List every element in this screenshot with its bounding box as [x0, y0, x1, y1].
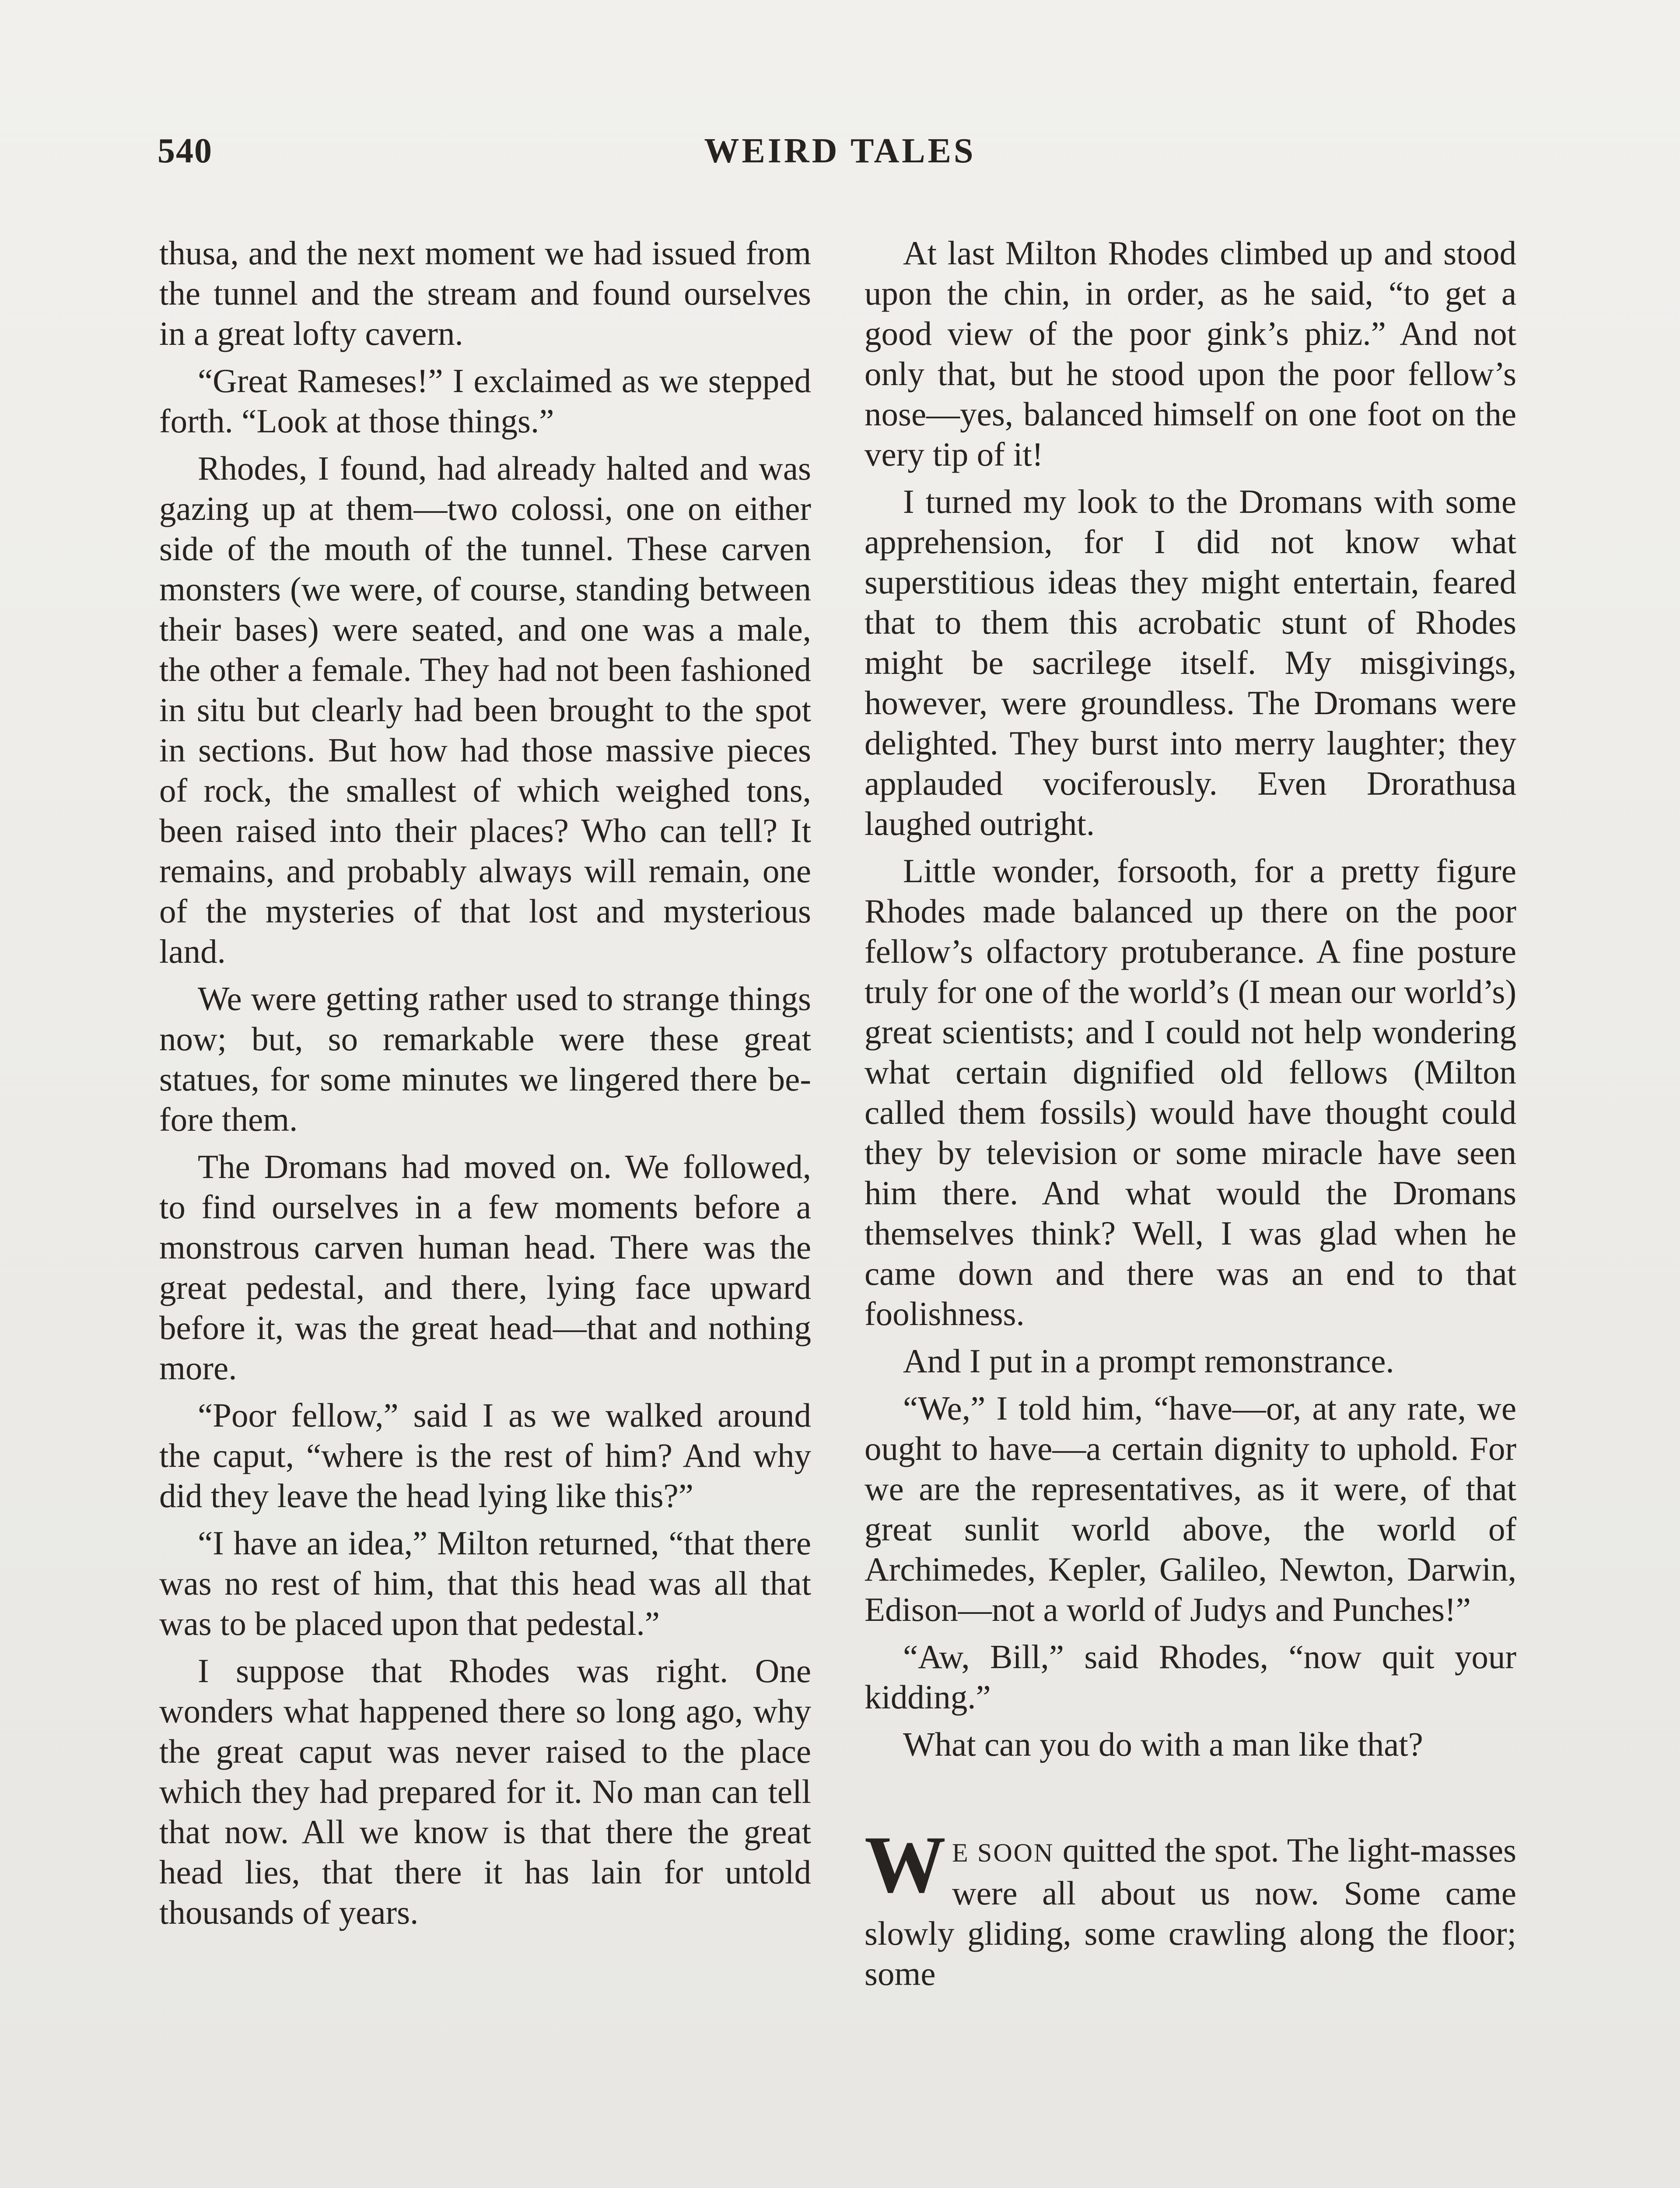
paragraph: “Poor fellow,” said I as we walked around the caput, “where is the rest of him? And why did they leave the head lying like this?” [159, 1396, 811, 1515]
paragraph: At last Milton Rhodes climbed up and stood upon the chin, in order, as he said, “to get a good view of the poor gink’s phiz.” And not only that, but he stood upon the poor fellow’s nose—yes, balanced himself on one foot on the very tip of it! [864, 234, 1516, 473]
paragraph: “Great Rameses!” I exclaimed as we stepped forth. “Look at those things.” [159, 362, 811, 440]
paragraph: What can you do with a man like that? [903, 1725, 1423, 1763]
right-column [864, 233, 1516, 2001]
running-head: WEIRD TALES [704, 132, 976, 170]
paragraph: I turned my look to the Dromans with some apprehension, for I did not know what superstitious ideas they might entertain, feared that to them this acrobatic stunt of Rhodes might be sacrilege itself. My misgivings, however, were groundless. The Dromans were delighted. They burst into merry laughter; they applauded vociferously. Even Drorathusa laughed outright. [864, 483, 1516, 842]
section-break-paragraph [864, 1820, 1516, 1994]
left-column [159, 233, 811, 1939]
paragraph: The Dromans had moved on. We followed, to find ourselves in a few moments before a monstrous carven human head. There was the great pedestal, and there, lying face upward before it, was the great head—that and nothing more. [159, 1148, 811, 1387]
paragraph: Little wonder, forsooth, for a pretty figure Rhodes made balanced up there on the poor fellow’s olfactory protuberance. A fine posture truly for one of the world’s (I mean our world’s) great scientists; and I could not help wondering what certain dignified old fellows (Milton called them fossils) would have thought could they by television or some miracle have seen him there. And what would the Dromans themselves think? Well, I was glad when he came down and there was an end to that foolishness. [864, 852, 1516, 1332]
small-caps-lead: E SOON [952, 1838, 1054, 1867]
paragraph: And I put in a prompt remonstrance. [903, 1342, 1394, 1380]
paragraph: “We,” I told him, “have—or, at any rate, we ought to have—a certain dignity to uphold. For we are the representatives, as it were, of that great sunlit world above, the world of Archimedes, Kepler, Galileo, Newton, Darwin, Edison—not a world of Judys and Punches!” [864, 1389, 1516, 1628]
paragraph: “Aw, Bill,” said Rhodes, “now quit your kidding.” [864, 1638, 1516, 1716]
page-number: 540 [158, 132, 213, 170]
drop-cap: W [864, 1820, 946, 1910]
paragraph-text: quitted the spot. The light-masses were all about us now. Some came slowly gliding, some crawling along the floor; some [864, 1831, 1516, 1992]
paragraph: We were getting rather used to strange things now; but, so remarkable were these great statues, for some minutes we lingered there before them. [159, 980, 811, 1138]
paragraph: I suppose that Rhodes was right. One wonders what happened there so long ago, why the great caput was never raised to the place which they had prepared for it. No man can tell that now. All we know is that there the great head lies, that there it has lain for untold thousands of years. [159, 1652, 811, 1931]
paragraph: Rhodes, I found, had already halted and was gazing up at them—two colossi, one on either side of the mouth of the tunnel. These carven monsters (we were, of course, standing between their bases) were seated, and one was a male, the other a female. They had not been fashioned in situ but clearly had been brought to the spot in sections. But how had those massive pieces of rock, the smallest of which weighed tons, been raised into their places? Who can tell? It remains, and probably always will remain, one of the mysteries of that lost and mysterious land. [159, 449, 811, 970]
paragraph: thusa, and the next moment we had issued from the tunnel and the stream and found ourselves in a great lofty cavern. [159, 234, 811, 352]
paragraph: “I have an idea,” Milton returned, “that there was no rest of him, that this head was all that was to be placed upon that pedestal.” [159, 1524, 811, 1642]
